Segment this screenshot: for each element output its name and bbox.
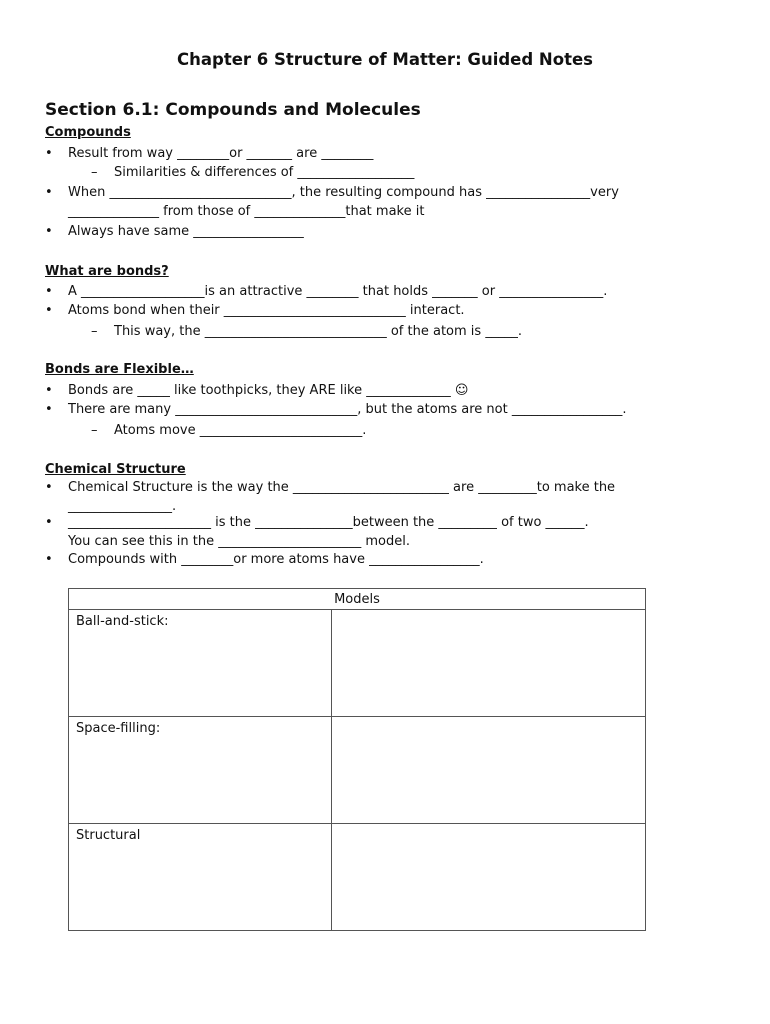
models-table-header-row bbox=[69, 589, 646, 610]
section-title: Section 6.1: Compounds and Molecules bbox=[45, 100, 421, 120]
bullet: • bbox=[45, 480, 53, 495]
flexible-subpoint-1 bbox=[91, 423, 366, 438]
compounds-heading: Compounds bbox=[45, 125, 131, 140]
structure-bullet-3 bbox=[45, 552, 484, 567]
bullet-text: When ____________________________, the resulting compound has ________________very bbox=[68, 185, 619, 200]
table-row bbox=[69, 824, 646, 931]
bullet: • bbox=[45, 284, 53, 299]
bullet-text: Compounds with ________or more atoms have _________________. bbox=[68, 552, 484, 567]
bullet: • bbox=[45, 146, 53, 161]
models-table-header: Models bbox=[69, 589, 646, 610]
bonds-heading: What are bonds? bbox=[45, 264, 169, 279]
bullet: • bbox=[45, 383, 53, 398]
bonds-bullet-1 bbox=[45, 284, 607, 299]
bullet: • bbox=[45, 185, 53, 200]
structure-bullet-2 bbox=[45, 515, 589, 530]
structure-bullet-1-continued: ________________. bbox=[68, 499, 177, 514]
bullet-text: There are many ____________________________, but the atoms are not _________________. bbox=[68, 402, 627, 417]
bullet: • bbox=[45, 402, 53, 417]
structure-bullet-1 bbox=[45, 480, 615, 495]
dash: – bbox=[91, 423, 98, 438]
bullet-text: ______________________ is the _______________between the _________ of two ______. bbox=[68, 515, 589, 530]
table-row bbox=[69, 717, 646, 824]
flexible-bullet-1 bbox=[45, 383, 468, 398]
model-answer-cell bbox=[332, 610, 646, 717]
bullet: • bbox=[45, 515, 53, 530]
dash: – bbox=[91, 324, 98, 339]
model-label-space-filling: Space-filling: bbox=[69, 717, 332, 824]
flexible-bullet-2 bbox=[45, 402, 626, 417]
subpoint-text: Atoms move _________________________. bbox=[114, 423, 367, 438]
structure-heading: Chemical Structure bbox=[45, 462, 186, 477]
bullet-text: Always have same _________________ bbox=[68, 224, 304, 239]
bullet-text: A ___________________is an attractive ________ that holds _______ or ________________. bbox=[68, 284, 608, 299]
compounds-bullet-2 bbox=[45, 185, 619, 200]
models-table bbox=[68, 588, 646, 931]
compounds-subpoint-1 bbox=[91, 165, 414, 180]
bonds-subpoint-1 bbox=[91, 324, 522, 339]
bonds-bullet-2 bbox=[45, 303, 465, 318]
flexible-heading: Bonds are Flexible… bbox=[45, 362, 194, 377]
dash: – bbox=[91, 165, 98, 180]
subpoint-text: This way, the ____________________________ of the atom is _____. bbox=[114, 324, 522, 339]
subpoint-text: Similarities & differences of __________________ bbox=[114, 165, 415, 180]
bullet-text: Bonds are _____ like toothpicks, they ARE like _____________ ☺ bbox=[68, 383, 469, 398]
bullet: • bbox=[45, 303, 53, 318]
model-answer-cell bbox=[332, 717, 646, 824]
page-title: Chapter 6 Structure of Matter: Guided Notes bbox=[177, 50, 593, 69]
table-row bbox=[69, 610, 646, 717]
structure-bullet-2-continued: You can see this in the ______________________ model. bbox=[68, 534, 410, 549]
bullet: • bbox=[45, 224, 53, 239]
compounds-bullet-3 bbox=[45, 224, 304, 239]
bullet-text: Result from way ________or _______ are ________ bbox=[68, 146, 374, 161]
bullet-text: Atoms bond when their ____________________________ interact. bbox=[68, 303, 465, 318]
model-label-ball-and-stick: Ball-and-stick: bbox=[69, 610, 332, 717]
model-label-structural: Structural bbox=[69, 824, 332, 931]
model-answer-cell bbox=[332, 824, 646, 931]
compounds-bullet-2-continued: ______________ from those of ______________that make it bbox=[68, 204, 425, 219]
bullet: • bbox=[45, 552, 53, 567]
compounds-bullet-1 bbox=[45, 146, 373, 161]
bullet-text: Chemical Structure is the way the ________________________ are _________to make the bbox=[68, 480, 616, 495]
